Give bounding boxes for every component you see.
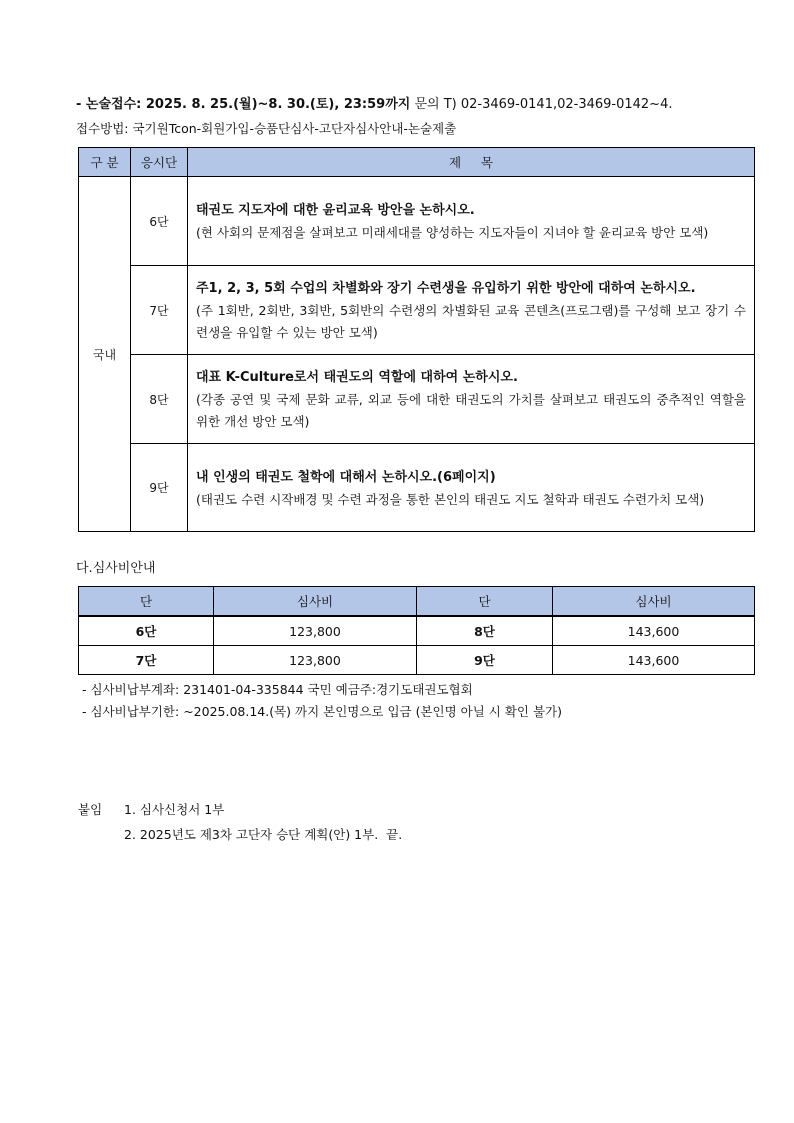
dan-cell: 9단	[131, 444, 188, 532]
header-dan: 단	[417, 587, 553, 617]
table-row	[79, 266, 755, 355]
table-row	[79, 646, 755, 675]
header-fee: 심사비	[214, 587, 417, 617]
attachment-item-1: 1. 심사신청서 1부	[124, 802, 225, 817]
header-title: 제 목	[188, 148, 755, 177]
topic-cell	[188, 266, 755, 355]
fee-cell: 123,800	[214, 616, 417, 646]
fee-section-title: 다.심사비안내	[76, 561, 156, 576]
payment-deadline-note: - 심사비납부기한: ~2025.08.14.(목) 까지 본인명으로 입금 (본인명 아닐 시 확인 불가)	[82, 704, 563, 719]
essay-topic-table	[78, 147, 755, 532]
topic-cell	[188, 444, 755, 532]
dan-cell: 8단	[417, 616, 553, 646]
topic-description: (주 1회반, 2회반, 3회반, 5회반의 수련생의 차별화된 교육 콘텐츠(프로그램)를 구성해 보고 장기 수련생을 유입할 수 있는 방안 모색)	[196, 303, 746, 340]
fee-cell: 123,800	[214, 646, 417, 675]
fee-cell: 143,600	[553, 646, 755, 675]
dan-cell: 6단	[79, 616, 214, 646]
topic-description: (각종 공연 및 국제 문화 교류, 외교 등에 대한 태권도의 가치를 살펴보고 태권도의 중추적인 역할을 위한 개선 방안 모색)	[196, 392, 746, 429]
dan-cell: 7단	[131, 266, 188, 355]
inquiry-phone: 문의 T) 02-3469-0141,02-3469-0142~4.	[410, 97, 673, 112]
topic-cell	[188, 355, 755, 444]
header-dan: 단	[79, 587, 214, 617]
essay-table-header	[79, 148, 755, 177]
region-cell: 국내	[79, 177, 131, 532]
attachment-item-2: 2. 2025년도 제3차 고단자 승단 계획(안) 1부. 끝.	[124, 827, 403, 842]
topic-description: (태권도 수련 시작배경 및 수련 과정을 통한 본인의 태권도 지도 철학과 태권도 수련가치 모색)	[196, 491, 705, 507]
topic-title: 대표 K-Culture로서 태권도의 역할에 대하여 논하시오.	[196, 370, 518, 385]
fee-cell: 143,600	[553, 616, 755, 646]
table-row	[79, 177, 755, 266]
header-fee: 심사비	[553, 587, 755, 617]
dan-cell: 8단	[131, 355, 188, 444]
fee-table	[78, 586, 755, 675]
attachments-label: 붙임	[78, 802, 103, 817]
table-row	[79, 444, 755, 532]
submission-method: 접수방법: 국기원Tcon-회원가입-승품단심사-고단자심사안내-논술제출	[76, 121, 457, 136]
header-category: 구 분	[79, 148, 131, 177]
topic-title: 내 인생의 태권도 철학에 대해서 논하시오.(6페이지)	[196, 469, 496, 485]
dan-cell: 9단	[417, 646, 553, 675]
topic-cell	[188, 177, 755, 266]
table-row	[79, 355, 755, 444]
fee-table-header	[79, 587, 755, 617]
dan-cell: 6단	[131, 177, 188, 266]
deadline-label: - 논술접수: 2025. 8. 25.(월)~8. 30.(토), 23:59까지	[76, 97, 411, 112]
topic-title: 태권도 지도자에 대한 윤리교육 방안을 논하시오.	[196, 203, 475, 218]
payment-account-note: - 심사비납부계좌: 231401-04-335844 국민 예금주:경기도태권도협회	[82, 682, 473, 697]
header-dan: 응시단	[131, 148, 188, 177]
topic-description: (현 사회의 문제점을 살펴보고 미래세대를 양성하는 지도자들이 지녀야 할 윤리교육 방안 모색)	[196, 225, 709, 240]
topic-title: 주1, 2, 3, 5회 수업의 차별화와 장기 수련생을 유입하기 위한 방안에 대하여 논하시오.	[196, 281, 696, 296]
dan-cell: 7단	[79, 646, 214, 675]
submission-deadline-line	[76, 93, 672, 112]
table-row	[79, 616, 755, 646]
